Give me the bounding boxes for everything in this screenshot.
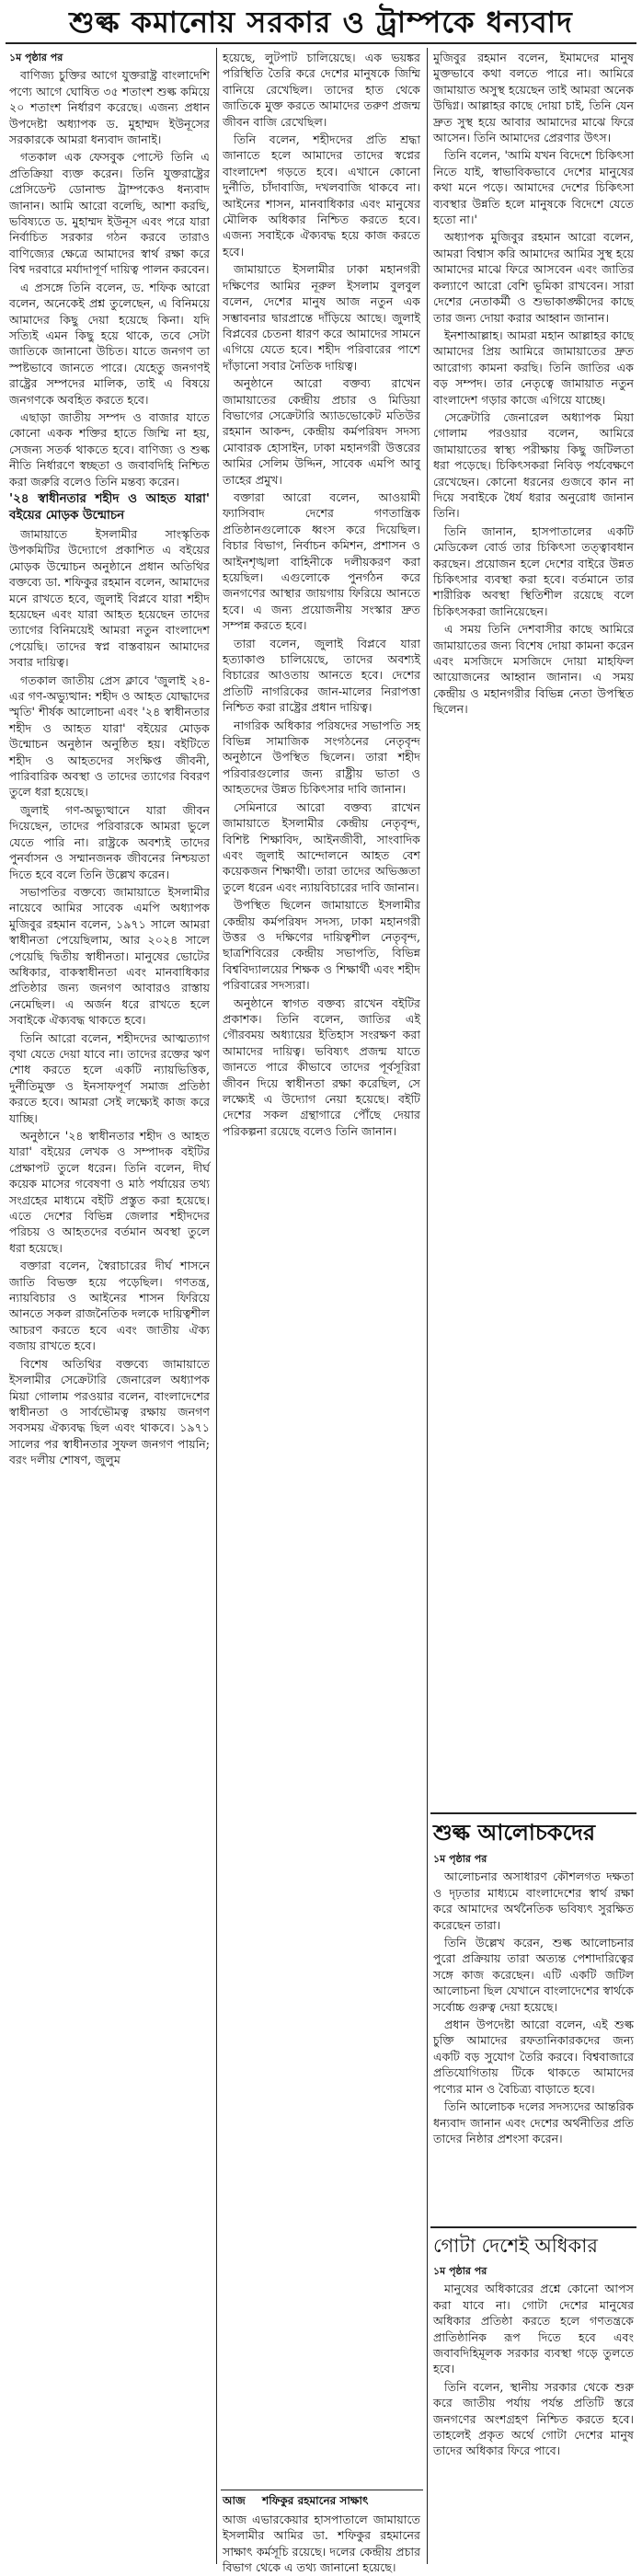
paragraph: নাগরিক অধিকার পরিষদের সভাপতি সহ বিভিন্ন সামাজিক সংগঠনের নেতৃবৃন্দ অনুষ্ঠানে উপস্থিত ছিলেন। তারা শহীদ পরিবারগুলোর জন্য রাষ্ট্রীয় ভাতা ও আহতদের উন্নত চিকিৎসার দাবি জানান। — [223, 718, 420, 797]
paragraph: গতকাল জাতীয় প্রেস ক্লাবে 'জুলাই ২৪-এর গণ-অভ্যুত্থান: শহীদ ও আহত যোদ্ধাদের স্মৃতি' শীর্ষক আলোচনা এবং '২৪ স্বাধীনতার শহীদ ও আহত যারা' বইয়ের মোড়ক উন্মোচন অনুষ্ঠান অনুষ্ঠিত হয়। বইটিতে শহীদ ও আহতদের সংক্ষিপ্ত জীবনী, পারিবারিক অবস্থা ও তাদের ত্যাগের বিবরণ তুলে ধরা হয়েছে। — [9, 673, 210, 799]
paragraph: আলোচনার অসাধারণ কৌশলগত দক্ষতা ও দৃঢ়তার মাধ্যমে বাংলাদেশের স্বার্থ রক্ষা করে আমাদের অর্থনৈতিক ভবিষ্যৎ সুরক্ষিত করেছেন তারা। — [433, 1869, 634, 1932]
left-article — [9, 50, 210, 2561]
paragraph: অনুষ্ঠানে '২৪ স্বাধীনতার শহীদ ও আহত যারা' বইয়ের লেখক ও সম্পাদক বইটির প্রেক্ষাপট তুলে ধরেন। তিনি বলেন, দীর্ঘ কয়েক মাসের গবেষণা ও মাঠ পর্যায়ের তথ্য সংগ্রহের মাধ্যমে বইটি প্রস্তুত করা হয়েছে। এতে দেশের বিভিন্ন জেলার শহীদদের পরিচয় ও আহতদের বর্তমান অবস্থা তুলে ধরা হয়েছে। — [9, 1129, 210, 1255]
paragraph: মুজিবুর রহমান বলেন, ইমামদের মানুষ মুক্তভাবে কথা বলতে পারে না। আমিরে জামায়াত অসুস্থ হয়েছেন তাই আমরা অনেক উদ্বিগ্ন। আল্লাহর কাছে দোয়া চাই, তিনি যেন দ্রুত সুস্থ হয়ে আবার আমাদের মাঝে ফিরে আসেন। তিনি আমাদের প্রেরণার উৎস। — [433, 51, 634, 145]
paragraph: তিনি আলোচক দলের সদস্যদের আন্তরিক ধন্যবাদ জানান এবং দেশের অর্থনীতির প্রতি তাদের নিষ্ঠার প্রশংসা করেন। — [433, 2099, 634, 2145]
paragraph: আজ এভারকেয়ার হাসপাতালে জামায়াতে ইসলামীর আমির ডা. শফিকুর রহমানের সাক্ষাৎ কর্মসূচি রয়েছে। দলের কেন্দ্রীয় প্রচার বিভাগ থেকে এ তথ্য জানানো হয়েছে। — [223, 2513, 420, 2575]
paragraph: তিনি উল্লেখ করেন, শুল্ক আলোচনার পুরো প্রক্রিয়ায় তারা অত্যন্ত পেশাদারিত্বের সঙ্গে কাজ করেছেন। এটি একটি জটিল আলোচনা ছিল যেখানে বাংলাদেশের স্বার্থকে সর্বোচ্চ গুরুত্ব দেয়া হয়েছে। — [433, 1936, 634, 2014]
paragraph: প্রধান উপদেষ্টা আরো বলেন, এই শুল্ক চুক্তি আমাদের রফতানিকারকদের জন্য একটি বড় সুযোগ তৈরি করবে। বিশ্ববাজারে প্রতিযোগিতায় টিকে থাকতে আমাদের পণ্যের মান ও বৈচিত্র্য বাড়াতে হবে। — [433, 2018, 634, 2096]
paragraph: তারা বলেন, জুলাই বিপ্লবে যারা হত্যাকাণ্ড চালিয়েছে, তাদের অবশ্যই বিচারের আওতায় আনতে হবে। দেশের প্রতিটি নাগরিকের জান-মালের নিরাপত্তা নিশ্চিত করা রাষ্ট্রের প্রধান দায়িত্ব। — [223, 636, 420, 715]
paragraph: সেক্রেটারি জেনারেল অধ্যাপক মিয়া গোলাম পরওয়ার বলেন, আমিরে জামায়াতের স্বাস্থ্য পরীক্ষায় কিছু জটিলতা ধরা পড়েছে। চিকিৎসকরা নিবিড় পর্যবেক্ষণে রেখেছেন। কোনো ধরনের গুজবে কান না দিয়ে সবাইকে ধৈর্য ধরার অনুরোধ জানান তিনি। — [433, 409, 634, 521]
paragraph: বক্তারা আরো বলেন, আওয়ামী ফ্যাসিবাদ দেশের গণতান্ত্রিক প্রতিষ্ঠানগুলোকে ধ্বংস করে দিয়েছিল। বিচার বিভাগ, নির্বাচন কমিশন, প্রশাসন ও আইনশৃঙ্খলা বাহিনীকে দলীয়করণ করা হয়েছিল। এগুলোকে পুনর্গঠন করে জনগণের আস্থার জায়গায় ফিরিয়ে আনতে হবে। এ জন্য প্রয়োজনীয় সংস্কার দ্রুত সম্পন্ন করতে হবে। — [223, 489, 420, 633]
tagline-text: শফিকুর রহমানের সাক্ষাৎ — [262, 2494, 369, 2507]
paragraph: গতকাল এক ফেসবুক পোস্টে তিনি এ প্রতিক্রিয়া ব্যক্ত করেন। তিনি যুক্তরাষ্ট্রের প্রেসিডেন্ট ডোনাল্ড ট্রাম্পকেও ধন্যবাদ জানান। আমি আরো বলেছি, আশা করছি, ভবিষ্যতে ড. মুহাম্মদ ইউনূস এবং পরে যারা নির্বাচিত সরকার গঠন করবে তারাও বাণিজ্যের ক্ষেত্রে আমাদের স্বার্থ রক্ষা করে বিশ্ব দরবারে মর্যাদাপূর্ণ দায়িত্ব পালন করবেন। — [9, 150, 210, 277]
paragraph: বিশেষ অতিথির বক্তব্যে জামায়াতে ইসলামীর সেক্রেটারি জেনারেল অধ্যাপক মিয়া গোলাম পরওয়ার বলেন, বাংলাদেশের স্বাধীনতা ও সার্বভৌমত্ব রক্ষায় জনগণ সবসময় ঐক্যবদ্ধ ছিল এবং থাকবে। ১৯৭১ সালের পর স্বাধীনতার সুফল জনগণ পায়নি; বরং দলীয় শোষণ, জুলুম — [9, 1356, 210, 1467]
paragraph: এ প্রসঙ্গে তিনি বলেন, ড. শফিক আরো বলেন, অনেকেই প্রশ্ন তুলেছেন, এ বিনিময়ে আমাদের কিছু দেয়া হয়েছে কিনা। যদি সত্যিই এমন কিছু হয়ে থাকে, তবে সেটা জাতিকে জানানো উচিত। যাতে জনগণ তা স্পষ্টভাবে জানতে পারে। যেহেতু জনগণই রাষ্ট্রের সম্পদের মালিক, তাই এ বিষয়ে জনগণকে অবহিত করতে হবে। — [9, 280, 210, 407]
paragraph: জামায়াতে ইসলামীর সাংস্কৃতিক উপকমিটির উদ্যোগে প্রকাশিত এ বইয়ের মোড়ক উন্মোচন অনুষ্ঠানে প্রধান অতিথির বক্তব্যে ডা. শফিকুর রহমান বলেন, আমাদের মনে রাখতে হবে, জুলাই বিপ্লবে যারা শহীদ হয়েছেন এবং যারা আহত হয়েছেন তাদের ত্যাগের বিনিময়েই আমরা নতুন বাংলাদেশ পেয়েছি। তাদের স্বপ্ন বাস্তবায়ন আমাদের সবার দায়িত্ব। — [9, 526, 210, 670]
paragraph: অনুষ্ঠানে স্বাগত বক্তব্য রাখেন বইটির প্রকাশক। তিনি বলেন, জাতির এই গৌরবময় অধ্যায়ের ইতিহাস সংরক্ষণ করা আমাদের দায়িত্ব। ভবিষ্যৎ প্রজন্ম যাতে জানতে পারে কীভাবে তাদের পূর্বসূরিরা জীবন দিয়ে স্বাধীনতা রক্ষা করেছিল, সে লক্ষ্যেই এ উদ্যোগ নেয়া হয়েছে। বইটি দেশের সকল গ্রন্থাগারে পৌঁছে দেয়ার পরিকল্পনা রয়েছে বলেও তিনি জানান। — [223, 995, 420, 1138]
paragraph: বাণিজ্য চুক্তির আগে যুক্তরাষ্ট্র বাংলাদেশি পণ্যে আগে ঘোষিত ৩৫ শতাংশ শুল্ক কমিয়ে ২০ শতাংশ নির্ধারণ করেছে। এজন্য প্রধান উপদেষ্টা অধ্যাপক ড. মুহাম্মদ ইউনূসের সরকারকে আমরা ধন্যবাদ জানাই। — [9, 68, 210, 147]
paragraph: তিনি বলেন, স্থানীয় সরকার থেকে শুরু করে জাতীয় পর্যায় পর্যন্ত প্রতিটি স্তরে জনগণের অংশগ্রহণ নিশ্চিত করতে হবে। তাহলেই প্রকৃত অর্থে গোটা দেশের মানুষ তাদের অধিকার ফিরে পাবে। — [433, 2379, 634, 2458]
box2-article — [433, 2263, 634, 2563]
paragraph: তিনি বলেন, 'আমি যখন বিদেশে চিকিৎসা নিতে যাই, স্বাভাবিকভাবে দেশের মানুষের কথা মনে পড়ে। আমাদের দেশের চিকিৎসা ব্যবস্থার উন্নতি হলে মানুষকে বিদেশে যেতে হতো না।' — [433, 148, 634, 227]
column-divider-2 — [427, 48, 428, 2564]
continued-label: ১ম পৃষ্ঠার পর — [9, 52, 63, 63]
paragraph: হয়েছে, লুটপাট চালিয়েছে। এক ভয়ঙ্কর পরিস্থিতি তৈরি করে দেশের মানুষকে জিম্মি বানিয়ে রেখেছিল। তাদের হাত থেকে জাতিকে মুক্ত করতে আমাদের তরুণ প্রজন্ম জীবন বাজি রেখেছিল। — [223, 51, 420, 129]
tagline — [223, 2493, 420, 2509]
paragraph: জামায়াতে ইসলামীর ঢাকা মহানগরী দক্ষিণের আমির নূরুল ইসলাম বুলবুল বলেন, দেশের মানুষ আজ নতুন এক সম্ভাবনার দ্বারপ্রান্তে দাঁড়িয়ে আছে। জুলাই বিপ্লবের চেতনা ধারণ করে আমাদের সামনে এগিয়ে যেতে হবে। শহীদ পরিবারের পাশে দাঁড়ানো সবার নৈতিক দায়িত্ব। — [223, 262, 420, 373]
main-headline: শুল্ক কমানোয় সরকার ও ট্রাম্পকে ধন্যবাদ — [69, 5, 573, 40]
headline-rule — [6, 42, 636, 44]
paragraph: এছাড়া জাতীয় সম্পদ ও বাজার যাতে কোনো একক শক্তির হাতে জিম্মি না হয়, সেজন্য সতর্ক থাকতে হবে। বাণিজ্য ও শুল্ক নীতি নির্ধারণে স্বচ্ছতা ও জবাবদিহি নিশ্চিত করা জরুরি বলেও তিনি মন্তব্য করেন। — [9, 409, 210, 489]
paragraph: অধ্যাপক মুজিবুর রহমান আরো বলেন, আমরা বিশ্বাস করি আমাদের আমির সুস্থ হয়ে আমাদের মাঝে ফিরে আসবেন এবং জাতির কল্যাণে আরো বেশি ভূমিকা রাখবেন। সারা দেশের নেতাকর্মী ও শুভাকাঙ্ক্ষীদের কাছে তার জন্য দোয়া করার আহ্বান জানান। — [433, 230, 634, 325]
paragraph: মানুষের অধিকারের প্রশ্নে কোনো আপস করা যাবে না। গোটা দেশের মানুষের অধিকার প্রতিষ্ঠা করতে হলে গণতন্ত্রকে প্রাতিষ্ঠানিক রূপ দিতে হবে এবং জবাবদিহিমূলক সরকার ব্যবস্থা গড়ে তুলতে হবে। — [433, 2282, 634, 2376]
paragraph: ইনশাআল্লাহ। আমরা মহান আল্লাহর কাছে আমাদের প্রিয় আমিরে জামায়াতের দ্রুত আরোগ্য কামনা করছি। তিনি জাতির এক বড় সম্পদ। তার নেতৃত্বে জামায়াত নতুন বাংলাদেশ গড়ার কাজে এগিয়ে যাচ্ছে। — [433, 328, 634, 407]
paragraph: তিনি বলেন, শহীদদের প্রতি শ্রদ্ধা জানাতে হলে আমাদের তাদের স্বপ্নের বাংলাদেশ গড়তে হবে। এখানে কোনো দুর্নীতি, চাঁদাবাজি, দখলবাজি থাকবে না। আইনের শাসন, মানবাধিকার এবং মানুষের মৌলিক অধিকার নিশ্চিত করতে হবে। এজন্য সবাইকে ঐক্যবদ্ধ হয়ে কাজ করতে হবে। — [223, 132, 420, 259]
middle-closing — [223, 2512, 420, 2575]
paragraph: এ সময় তিনি দেশবাসীর কাছে আমিরে জামায়াতের জন্য বিশেষ দোয়া কামনা করেন এবং মসজিদে মসজিদে দোয়া মাহফিল আয়োজনের আহ্বান জানান। এ সময় কেন্দ্রীয় ও মহানগরীর বিভিন্ন নেতা উপস্থিত ছিলেন। — [433, 622, 634, 717]
column-divider-1 — [216, 48, 217, 2564]
paragraph: তিনি আরো বলেন, শহীদদের আত্মত্যাগ বৃথা যেতে দেয়া যাবে না। তাদের রক্তের ঋণ শোধ করতে হলে একটি ন্যায়ভিত্তিক, দুর্নীতিমুক্ত ও ইনসাফপূর্ণ সমাজ প্রতিষ্ঠা করতে হবে। আমরা সেই লক্ষ্যেই কাজ করে যাচ্ছি। — [9, 1030, 210, 1125]
box2-headline: গোটা দেশেই অধিকার — [433, 2235, 598, 2257]
box1-rule — [430, 1812, 636, 1814]
paragraph: তিনি জানান, হাসপাতালের একটি মেডিকেল বোর্ড তার চিকিৎসা তত্ত্বাবধান করছেন। প্রয়োজন হলে দেশের বাইরে উন্নত চিকিৎসার ব্যবস্থা করা হবে। বর্তমানে তার শারীরিক অবস্থা স্থিতিশীল রয়েছে বলে চিকিৎসকরা জানিয়েছেন। — [433, 523, 634, 618]
paragraph: জুলাই গণ-অভ্যুত্থানে যারা জীবন দিয়েছেন, তাদের পরিবারকে আমরা ভুলে যেতে পারি না। রাষ্ট্রকে অবশ্যই তাদের পুনর্বাসন ও সম্মানজনক জীবনের নিশ্চয়তা দিতে হবে বলে তিনি উল্লেখ করেন। — [9, 802, 210, 881]
paragraph: অনুষ্ঠানে আরো বক্তব্য রাখেন জামায়াতের কেন্দ্রীয় প্রচার ও মিডিয়া বিভাগের সেক্রেটারি অ্যাডভোকেট মতিউর রহমান আকন্দ, কেন্দ্রীয় কর্মপরিষদ সদস্য মোবারক হোসাইন, ঢাকা মহানগরী উত্তরের আমির সেলিম উদ্দিন, সাবেক এমপি আবু তাহের প্রমুখ। — [223, 376, 420, 487]
tagline-prefix: আজ — [223, 2494, 246, 2507]
right-article — [433, 50, 634, 1809]
paragraph: সভাপতির বক্তব্যে জামায়াতে ইসলামীর নায়েবে আমির সাবেক এমপি অধ্যাপক মুজিবুর রহমান বলেন, ১৯৭১ সালে আমরা স্বাধীনতা পেয়েছিলাম, আর ২০২৪ সালে পেয়েছি দ্বিতীয় স্বাধীনতা। মানুষের ভোটের অধিকার, বাকস্বাধীনতা এবং মানবাধিকার প্রতিষ্ঠার জন্য জনগণ আবারও রাস্তায় নেমেছিল। এ অর্জন ধরে রাখতে হলে সবাইকে ঐক্যবদ্ধ থাকতে হবে। — [9, 884, 210, 1028]
continued-label: ১ম পৃষ্ঠার পর — [433, 1853, 487, 1865]
middle-article — [223, 50, 420, 2486]
box1-headline: শুল্ক আলোচকদের — [433, 1820, 596, 1846]
paragraph: উপস্থিত ছিলেন জামায়াতে ইসলামীর কেন্দ্রীয় কর্মপরিষদ সদস্য, ঢাকা মহানগরী উত্তর ও দক্ষিণের দায়িত্বশীল নেতৃবৃন্দ, ছাত্রশিবিরের কেন্দ্রীয় সভাপতি, বিভিন্ন বিশ্ববিদ্যালয়ের শিক্ষক ও শিক্ষার্থী এবং শহীদ পরিবারের সদস্যরা। — [223, 898, 420, 993]
paragraph: বক্তারা বলেন, স্বৈরাচারের দীর্ঘ শাসনে জাতি বিভক্ত হয়ে পড়েছিল। গণতন্ত্র, ন্যায়বিচার ও আইনের শাসন ফিরিয়ে আনতে সকল রাজনৈতিক দলকে দায়িত্বশীল আচরণ করতে হবে এবং জাতীয় ঐক্য বজায় রাখতে হবে। — [9, 1259, 210, 1353]
box2-rule — [430, 2226, 636, 2228]
paragraph: সেমিনারে আরো বক্তব্য রাখেন জামায়াতে ইসলামীর কেন্দ্রীয় নেতৃবৃন্দ, বিশিষ্ট শিক্ষাবিদ, আইনজীবী, সাংবাদিক এবং জুলাই আন্দোলনে আহত বেশ কয়েকজন শিক্ষার্থী। তারা তাদের অভিজ্ঞতা তুলে ধরেন এবং ন্যায়বিচারের দাবি জানান। — [223, 799, 420, 894]
box1-article — [433, 1851, 634, 2223]
continued-label: ১ম পৃষ্ঠার পর — [433, 2265, 487, 2277]
subheading: '২৪ স্বাধীনতার শহীদ ও আহত যারা' বইয়ের মোড়ক উন্মোচন — [9, 491, 210, 523]
